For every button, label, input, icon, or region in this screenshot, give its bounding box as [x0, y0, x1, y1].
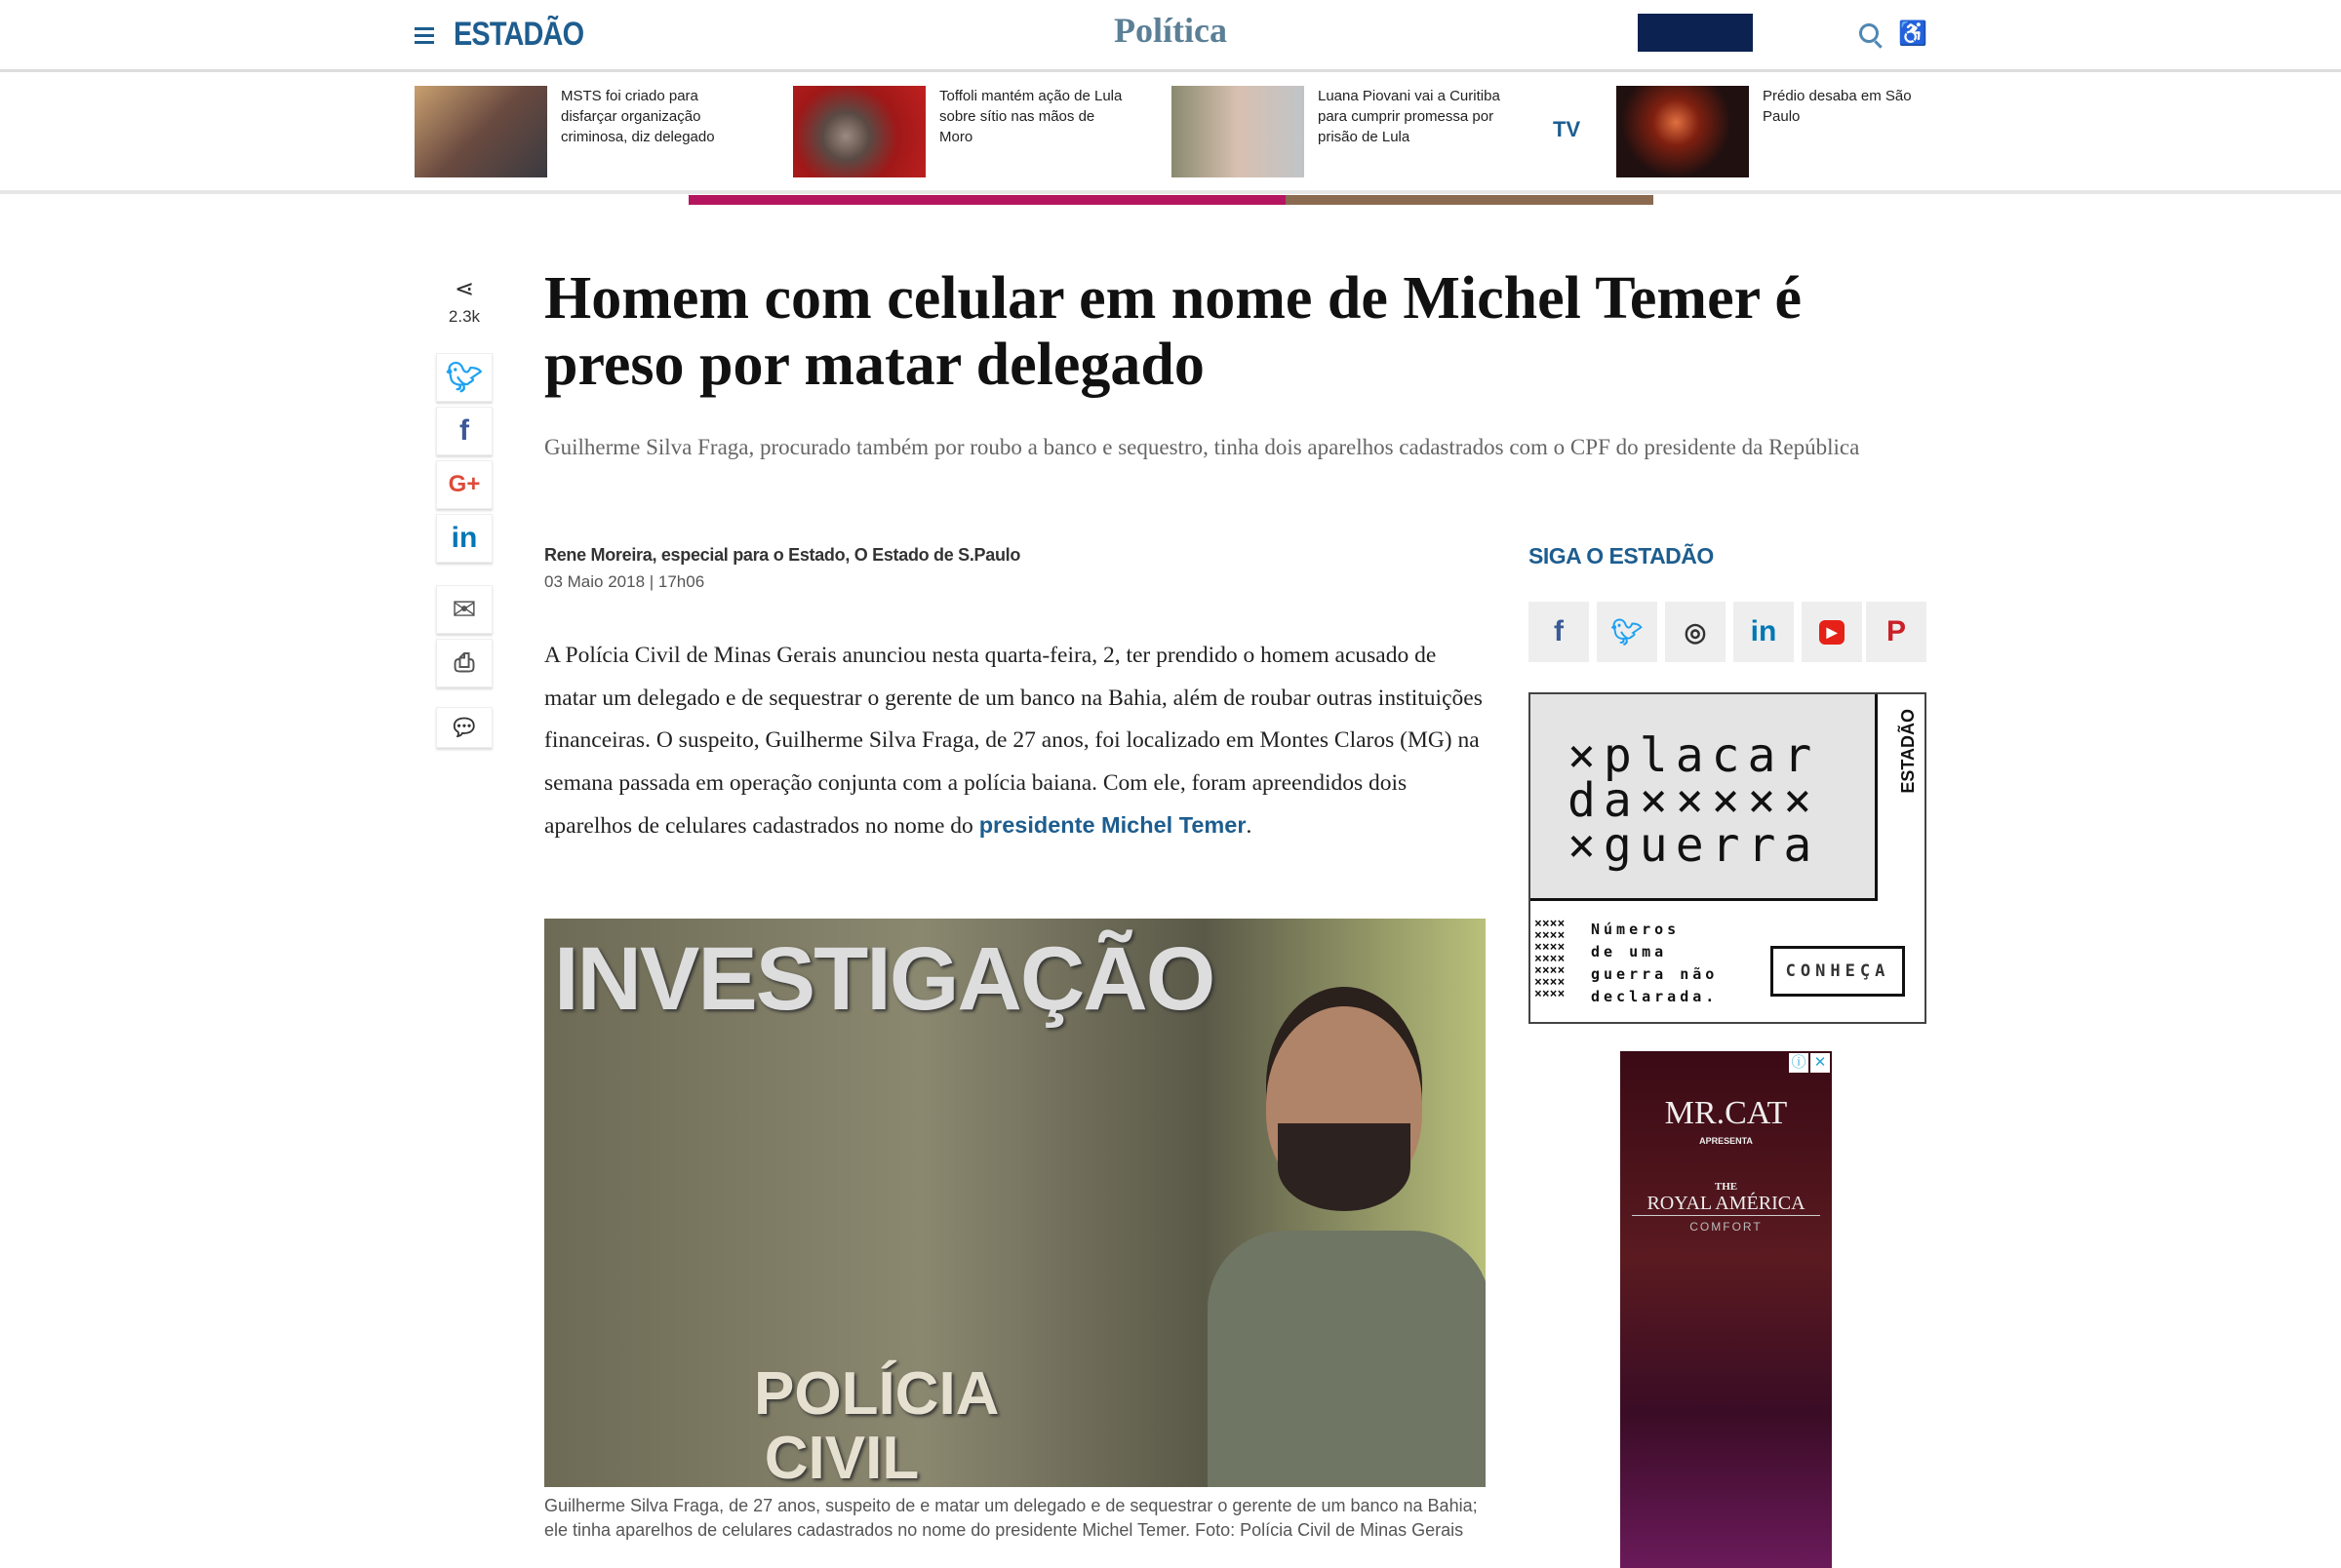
- facebook-icon: f: [1554, 615, 1564, 647]
- temer-link[interactable]: presidente Michel Temer: [978, 812, 1247, 838]
- twitter-icon: 🐦︎: [1610, 616, 1644, 647]
- news-title[interactable]: Luana Piovani vai a Curitiba para cumprir promessa por prisão de Lula: [1318, 88, 1500, 145]
- share-count: 2.3k: [448, 307, 481, 326]
- email-icon: ✉: [452, 593, 477, 626]
- placar-panel: [1530, 694, 1878, 901]
- ad-product: ROYAL AMÉRICA: [1632, 1193, 1820, 1216]
- comment-icon: 💬︎: [449, 714, 480, 741]
- placar-pattern: ×××× ×××× ×××× ×××× ×××× ×××× ××××: [1534, 917, 1566, 1001]
- facebook-icon: f: [459, 414, 469, 447]
- photo-caption: Guilherme Silva Fraga, de 27 anos, suspeito de e matar um delegado e de sequestrar o gerente de um banco na Bahia; ele tinha aparelhos de celulares cadastrados no nome do presidente Michel Temer. Foto: Polícia Civil de Minas Gerais: [544, 1496, 1478, 1540]
- article-photo: [544, 919, 1486, 1487]
- photo-text-policia: POLÍCIA CIVIL: [754, 1360, 1000, 1487]
- news-strip: [0, 75, 2341, 194]
- section-title[interactable]: Política: [1114, 11, 1227, 50]
- conheca-button[interactable]: CONHEÇA: [1770, 946, 1905, 997]
- follow-twitter[interactable]: [1597, 602, 1657, 662]
- googleplus-share-button[interactable]: [436, 460, 493, 509]
- share-counter[interactable]: [436, 275, 493, 327]
- linkedin-share-button[interactable]: [436, 514, 493, 563]
- linkedin-icon: in: [451, 522, 478, 554]
- adchoices-icon[interactable]: ⓘ: [1789, 1053, 1808, 1073]
- tv-logo[interactable]: TV: [1553, 117, 1581, 141]
- news-item[interactable]: [1171, 86, 1503, 177]
- pinterest-icon: P: [1885, 615, 1906, 647]
- follow-heading: SIGA O ESTADÃO: [1528, 543, 1714, 568]
- placar-description: Números de uma guerra não declarada.: [1591, 921, 1719, 1005]
- follow-pinterest[interactable]: [1866, 602, 1926, 662]
- follow-instagram[interactable]: [1665, 602, 1726, 662]
- news-thumbnail[interactable]: [415, 86, 547, 177]
- news-item[interactable]: [415, 86, 746, 177]
- body-text: A Polícia Civil de Minas Gerais anunciou nesta quarta-feira, 2, ter prendido o homem acusado de matar um delegado e de sequestrar o gerente de um banco na Bahia, além de roubar outras instituições financeiras. O suspeito, Guilherme Silva Fraga, de 27 anos, foi localizado em Montes Claros (MG) na semana passada em operação conjunta com a polícia baiana. Com ele, foram apreendidos dois aparelhos de celulares cadastrados no nome do: [544, 643, 1483, 839]
- googleplus-icon: G+: [448, 471, 481, 497]
- photo-text-investigacao: INVESTIGAÇÃO: [554, 929, 1214, 1029]
- news-item[interactable]: [793, 86, 1125, 177]
- instagram-icon: ◎: [1684, 616, 1707, 647]
- placar-title: ×placar da××××× ×guerra: [1567, 728, 1820, 873]
- estadao-logo[interactable]: ESTADÃO: [454, 16, 584, 53]
- twitter-share-button[interactable]: [436, 353, 493, 402]
- promo-banner[interactable]: [689, 195, 1286, 205]
- comments-button[interactable]: [436, 707, 493, 748]
- article-headline: Homem com celular em nome de Michel Temer é preso por matar delegado: [544, 265, 1803, 398]
- news-item[interactable]: [1616, 86, 1938, 177]
- news-title[interactable]: Toffoli mantém ação de Lula sobre sítio nas mãos de Moro: [939, 88, 1123, 145]
- ad-sub: COMFORT: [1689, 1220, 1763, 1234]
- print-icon: ⎙: [454, 647, 475, 677]
- article-date: 03 Maio 2018 | 17h06: [544, 572, 705, 591]
- site-header: [0, 0, 2341, 72]
- accessibility-icon[interactable]: ♿: [1898, 20, 1927, 47]
- facebook-share-button[interactable]: [436, 407, 493, 455]
- news-thumbnail[interactable]: [1171, 86, 1304, 177]
- news-thumbnail[interactable]: [1616, 86, 1749, 177]
- placar-ad[interactable]: [1528, 692, 1926, 1024]
- news-thumbnail[interactable]: [793, 86, 926, 177]
- ad-apresenta: APRESENTA: [1699, 1136, 1753, 1146]
- search-icon[interactable]: [1859, 23, 1879, 43]
- follow-youtube[interactable]: [1802, 602, 1862, 662]
- close-ad-icon[interactable]: ✕: [1810, 1053, 1830, 1073]
- placar-brand: ESTADÃO: [1898, 709, 1918, 794]
- article-subtitle: Guilherme Silva Fraga, procurado também por roubo a banco e sequestro, tinha dois aparelhos cadastrados com o CPF do presidente da República: [544, 435, 1860, 459]
- suspect-figure: [1208, 987, 1486, 1487]
- follow-linkedin[interactable]: [1733, 602, 1794, 662]
- linkedin-icon: in: [1750, 615, 1777, 647]
- follow-facebook[interactable]: [1528, 602, 1589, 662]
- body-end: .: [1246, 813, 1252, 839]
- email-share-button[interactable]: [436, 585, 493, 634]
- ad-brand: MR.CAT: [1664, 1095, 1788, 1131]
- print-button[interactable]: [436, 639, 493, 687]
- header-banner[interactable]: [1638, 14, 1753, 52]
- article-body: [544, 635, 1486, 848]
- ad-the: THE: [1714, 1181, 1738, 1193]
- article-byline: Rene Moreira, especial para o Estado, O Estado de S.Paulo: [544, 545, 1021, 565]
- share-icon[interactable]: ⋖: [454, 276, 475, 302]
- news-title[interactable]: MSTS foi criado para disfarçar organização criminosa, diz delegado: [561, 88, 715, 145]
- twitter-icon: 🐦︎: [445, 361, 484, 394]
- youtube-icon: ▶: [1819, 620, 1845, 645]
- promo-banner-image[interactable]: [1286, 195, 1653, 205]
- news-title[interactable]: Prédio desaba em São Paulo: [1763, 88, 1912, 125]
- mrcat-ad[interactable]: [1620, 1051, 1832, 1568]
